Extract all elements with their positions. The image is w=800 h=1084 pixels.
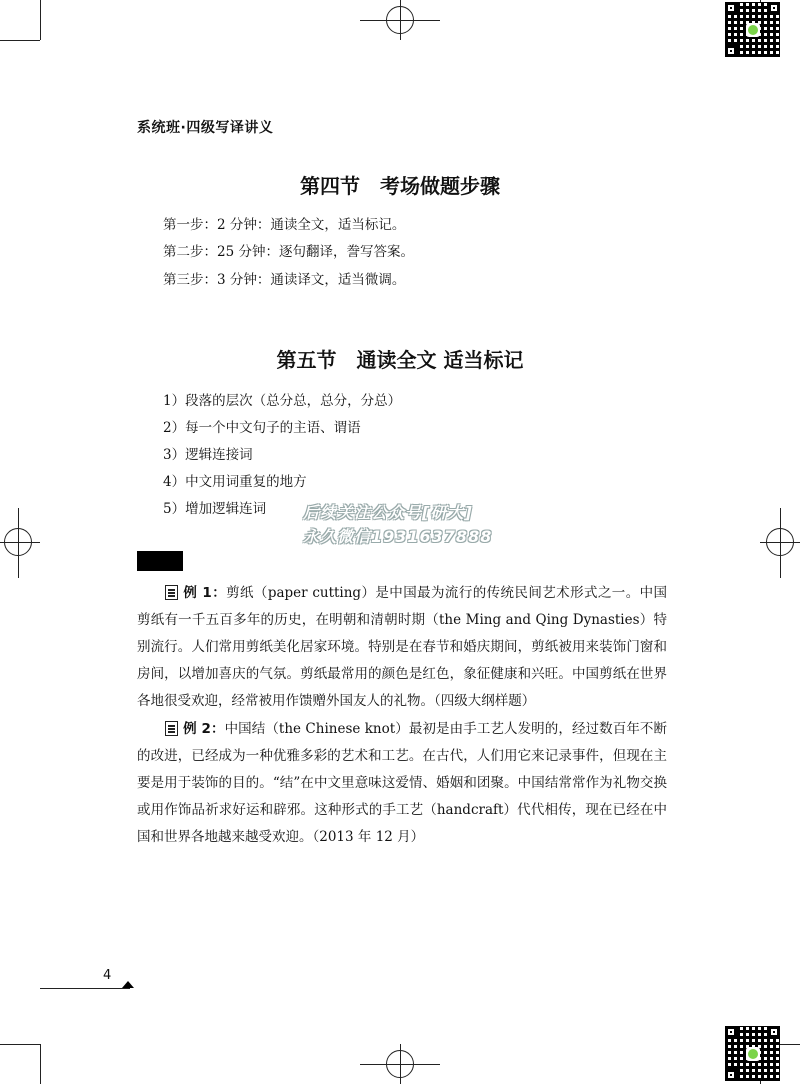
- document-icon: [165, 721, 178, 736]
- example-label: 例 1：: [183, 585, 227, 601]
- registration-line: [0, 542, 40, 543]
- list-item: 3）逻辑连接词: [163, 447, 253, 463]
- registration-line: [400, 0, 401, 40]
- section-5-title: 第五节 通读全文 适当标记: [276, 348, 524, 372]
- footer-rule: [40, 988, 130, 989]
- step-item: 第一步：2 分钟：通读全文，适当标记。: [163, 217, 406, 233]
- step-item: 第三步：3 分钟：通读译文，适当微调。: [163, 272, 406, 288]
- qr-code-icon: [725, 2, 780, 57]
- example-text: 剪纸（paper cutting）是中国最为流行的传统民间艺术形式之一。中国剪纸有一千五百多年的历史，在明朝和清朝时期（the Ming and Qing Dynasties）特别流行。人们常用剪纸美化居家环境。特别是在春节和婚庆期间，剪纸被用来装饰门窗和房间，以增加喜庆的气氛。剪纸最常用的颜色是红色，象征健康和兴旺。中国剪纸在世界各地很受欢迎，经常被用作馈赠外国友人的礼物。（四级大纲样题）: [137, 585, 667, 709]
- list-item: 5）增加逻辑连词: [163, 501, 267, 517]
- step-item: 第二步：25 分钟：逐句翻译，誊写答案。: [163, 244, 414, 260]
- running-header: 系统班·四级写译讲义: [137, 120, 274, 136]
- crop-mark: [0, 1044, 40, 1045]
- registration-line: [18, 508, 19, 578]
- example-2: [137, 716, 667, 851]
- list-item: 2）每一个中文句子的主语、谓语: [163, 420, 361, 436]
- example-1: [137, 580, 667, 715]
- exercise-label-bar: [137, 551, 183, 571]
- crop-mark: [40, 0, 41, 40]
- list-item: 4）中文用词重复的地方: [163, 474, 307, 490]
- example-text: 中国结（the Chinese knot）最初是由手工艺人发明的，经过数百年不断的改进，已经成为一种优雅多彩的艺术和工艺。在古代，人们用它来记录事件，但现在主要是用于装饰的目的。“结”在中文里意味这爱情、婚姻和团聚。中国结常常作为礼物交换或用作饰品祈求好运和辟邪。这种形式的手工艺（handcraft）代代相传，现在已经在中国和世界各地越来越受欢迎。（2013 年 12 月）: [137, 721, 668, 845]
- watermark-line-2: 永久微信1931637888: [303, 527, 493, 546]
- example-label: 例 2：: [183, 721, 225, 737]
- crop-mark: [40, 1044, 41, 1084]
- watermark-line-1: 后续关注公众号[研大]: [303, 503, 473, 522]
- registration-line: [780, 508, 781, 578]
- section-4-title: 第四节 考场做题步骤: [300, 174, 500, 198]
- qr-code-icon: [725, 1026, 780, 1081]
- registration-line: [400, 1044, 401, 1084]
- triangle-icon: [122, 981, 134, 988]
- page-number: 4: [103, 968, 112, 983]
- list-item: 1）段落的层次（总分总，总分，分总）: [163, 393, 402, 409]
- document-icon: [165, 585, 178, 600]
- crop-mark: [0, 40, 40, 41]
